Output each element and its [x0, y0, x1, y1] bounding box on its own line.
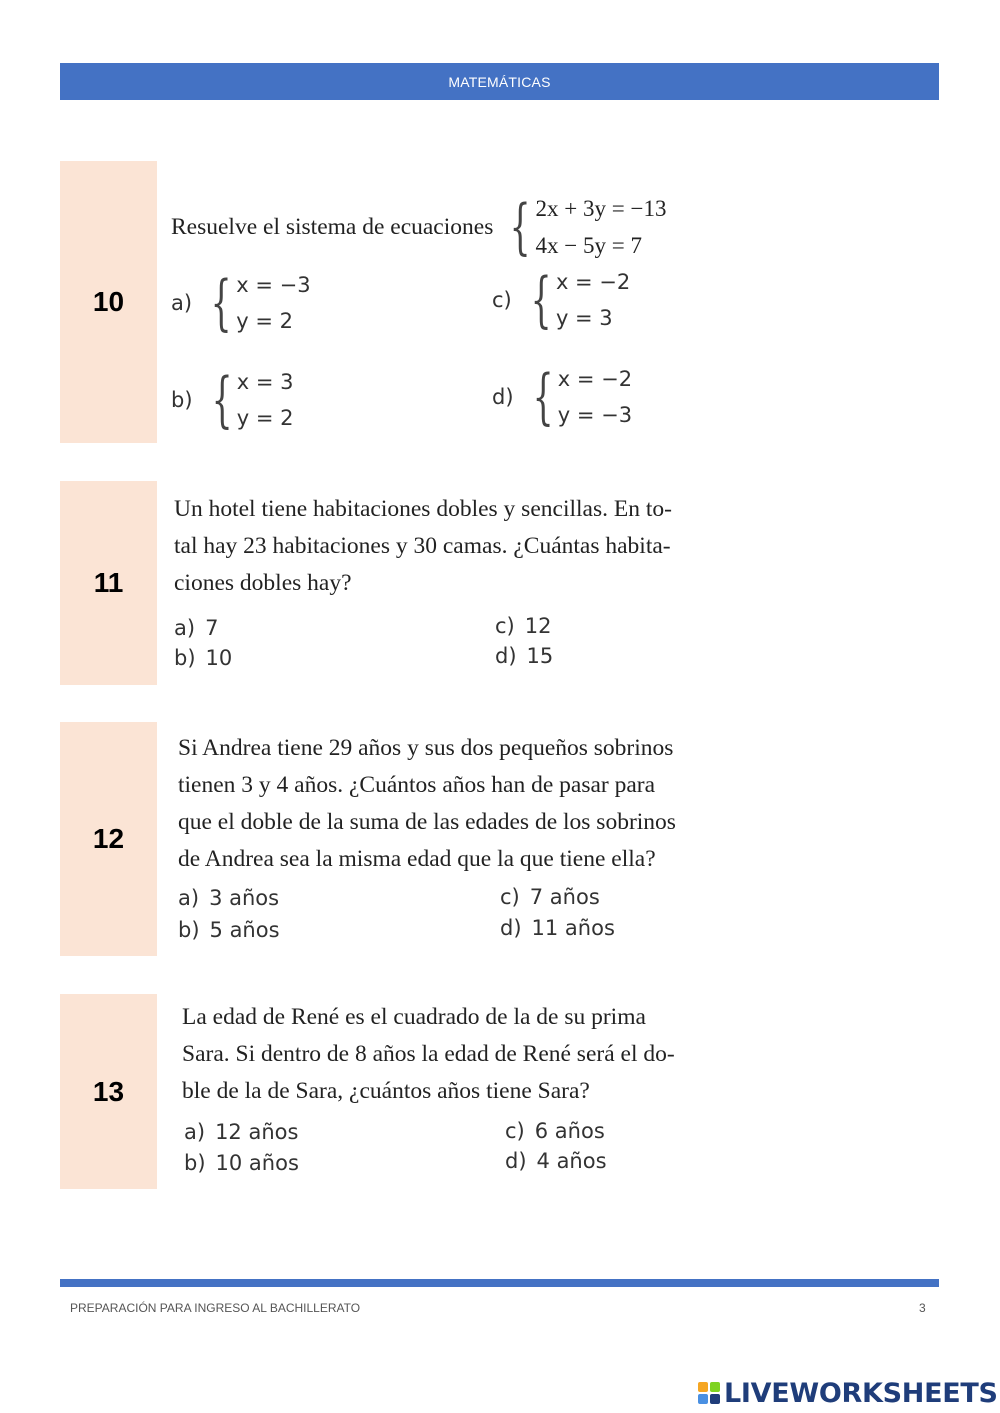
footer-rule [60, 1279, 939, 1287]
question-10-option-d[interactable]: d) { x = −2 y = −3 [492, 362, 633, 432]
question-12-text: Si Andrea tiene 29 años y sus dos pequeños sobrinos tienen 3 y 4 años. ¿Cuántos años han de pasar para que el doble de la suma de las edades de los sobrinos de Andrea sea la misma edad que la que tiene ella? [178, 735, 676, 872]
question-13-option-a[interactable]: a) 12 años [184, 1120, 299, 1144]
question-number-13: 13 [60, 994, 157, 1189]
question-11-option-b[interactable]: b) 10 [174, 646, 233, 670]
footer-text: PREPARACIÓN PARA INGRESO AL BACHILLERATO [70, 1301, 361, 1315]
question-11-text: Un hotel tiene habitaciones dobles y sencillas. En to- tal hay 23 habitaciones y 30 camas. ¿Cuántas habita- ciones dobles hay? [174, 496, 672, 596]
liveworksheets-brand[interactable] [698, 1378, 998, 1408]
question-10-option-c[interactable]: c) { x = −2 y = 3 [492, 265, 631, 335]
question-number-10: 10 [60, 161, 157, 443]
question-11-option-d[interactable]: d) 15 [495, 644, 554, 668]
question-13-option-d[interactable]: d) 4 años [505, 1149, 607, 1173]
question-13-option-c[interactable]: c) 6 años [505, 1119, 605, 1143]
page-number: 3 [919, 1301, 926, 1315]
brace-icon: { [210, 268, 232, 338]
brace-icon: { [532, 362, 554, 432]
question-13-text: La edad de René es el cuadrado de la de su prima Sara. Si dentro de 8 años la edad de René será el do- ble de la de Sara, ¿cuántos años tiene Sara? [182, 1004, 675, 1104]
page-header-title: MATEMÁTICAS [448, 73, 551, 90]
question-13-option-b[interactable]: b) 10 años [184, 1151, 299, 1175]
brand-name: LIVEWORKSHEETS [724, 1377, 998, 1409]
question-12-option-b[interactable]: b) 5 años [178, 918, 280, 942]
brace-icon: { [530, 265, 552, 335]
brace-icon: { [509, 192, 531, 262]
question-11-option-a[interactable]: a) 7 [174, 616, 219, 640]
page-header-bar [60, 63, 939, 100]
question-10-system: { 2x + 3y = −13 4x − 5y = 7 [509, 192, 667, 262]
brace-icon: { [211, 365, 233, 435]
question-10-option-b[interactable]: b) { x = 3 y = 2 [171, 365, 294, 435]
question-12-option-c[interactable]: c) 7 años [500, 885, 600, 909]
question-number-11: 11 [60, 481, 157, 685]
question-11-option-c[interactable]: c) 12 [495, 614, 552, 638]
question-10-prompt: Resuelve el sistema de ecuaciones { 2x + 3y = −13 4x − 5y = 7 [171, 192, 667, 262]
liveworksheets-logo-icon [698, 1382, 720, 1404]
question-12-option-a[interactable]: a) 3 años [178, 886, 280, 910]
question-10-option-a[interactable]: a) { x = −3 y = 2 [171, 268, 311, 338]
question-12-option-d[interactable]: d) 11 años [500, 916, 615, 940]
question-number-12: 12 [60, 722, 157, 956]
